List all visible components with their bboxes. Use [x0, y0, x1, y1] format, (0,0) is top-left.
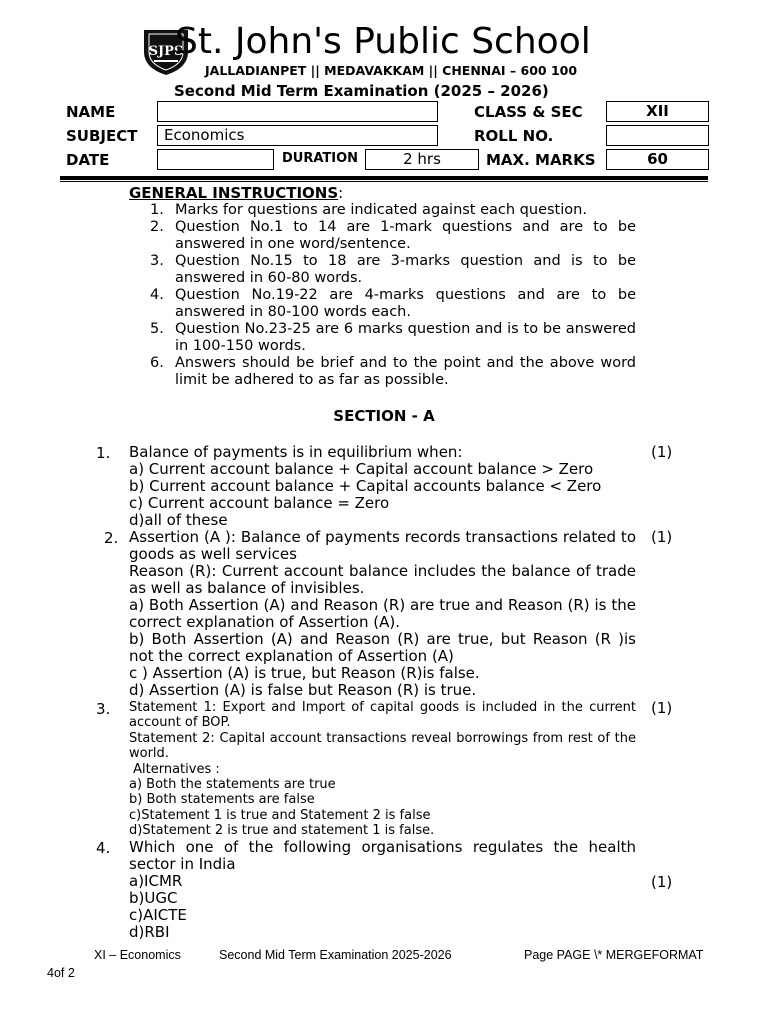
school-address: JALLADIANPET || MEDAVAKKAM || CHENNAI – 600 100: [205, 63, 578, 78]
school-name: St. John's Public School: [175, 21, 591, 62]
instructions-list: [150, 202, 636, 389]
subject-field[interactable]: Economics: [157, 125, 438, 146]
question-line: a) Current account balance + Capital account balance > Zero: [129, 460, 594, 478]
question-line: Statement 2: Capital account transactions reveal borrowings from rest of the world.: [129, 730, 636, 762]
svg-text:SJPS: SJPS: [148, 44, 184, 59]
roll-no-label: ROLL NO.: [474, 127, 554, 145]
question-line: b) Both statements are false: [129, 792, 315, 808]
date-label: DATE: [66, 151, 110, 169]
class-sec-field[interactable]: XII: [606, 101, 709, 122]
exam-title: Second Mid Term Examination (2025 – 2026): [174, 82, 549, 100]
question-line: b) Current account balance + Capital accounts balance < Zero: [129, 477, 602, 495]
question-text: Balance of payments is in equilibrium when:: [129, 443, 463, 461]
instruction-number: 5.: [150, 321, 164, 337]
instruction-item: [150, 253, 636, 287]
date-field[interactable]: [157, 149, 274, 170]
footer-page-number: 4of 2: [47, 966, 75, 980]
question-line: a)ICMR: [129, 872, 183, 890]
question-text: Assertion (A ): Balance of payments records transactions related to goods as well services: [129, 528, 636, 563]
header-divider-thin: [60, 181, 708, 182]
question-line: Reason (R): Current account balance includes the balance of trade as well as balance of invisibles.: [129, 562, 636, 597]
instruction-number: 1.: [150, 202, 164, 218]
instruction-item: [150, 219, 636, 253]
instruction-item: [150, 202, 636, 219]
question-number: 3.: [96, 700, 111, 718]
section-title: SECTION - A: [333, 407, 435, 425]
question-1: [129, 444, 636, 529]
question-marks: (1): [651, 528, 673, 546]
instruction-text: Question No.1 to 14 are 1-mark questions and are to be answered in one word/sentence.: [175, 219, 636, 252]
footer-exam: Second Mid Term Examination 2025-2026: [219, 948, 452, 962]
instruction-item: [150, 287, 636, 321]
max-marks-field[interactable]: 60: [606, 149, 709, 170]
question-number: 1.: [96, 444, 111, 462]
question-line: a) Both the statements are true: [129, 777, 336, 793]
question-line: Alternatives :: [129, 761, 220, 777]
instructions-heading: GENERAL INSTRUCTIONS:: [129, 184, 344, 202]
subject-label: SUBJECT: [66, 127, 138, 145]
question-text: Which one of the following organisations regulates the health sector in India: [129, 838, 636, 873]
duration-label: DURATION: [282, 151, 359, 166]
question-2: [129, 529, 636, 699]
question-marks: (1): [651, 873, 673, 891]
question-number: 4.: [96, 839, 111, 857]
question-text: Statement 1: Export and Import of capital goods is included in the current account of BOP.: [129, 700, 636, 731]
instruction-number: 2.: [150, 219, 164, 235]
question-line: d)all of these: [129, 511, 228, 529]
instruction-text: Question No.19-22 are 4-marks questions and are to be answered in 80-100 words each.: [175, 287, 636, 320]
footer-page-field: Page PAGE \* MERGEFORMAT: [524, 948, 704, 962]
question-line: d)Statement 2 is true and statement 1 is false.: [129, 823, 435, 839]
instruction-text: Answers should be brief and to the point and the above word limit be adhered to as far as possible.: [175, 355, 636, 388]
question-3: [129, 700, 636, 839]
question-line: c ) Assertion (A) is true, but Reason (R)is false.: [129, 664, 480, 682]
question-marks: (1): [651, 443, 673, 461]
question-marks: (1): [651, 699, 673, 717]
question-line: b) Both Assertion (A) and Reason (R) are true, but Reason (R )is not the correct explanation of Assertion (A): [129, 630, 636, 665]
question-4: [129, 839, 636, 941]
instruction-item: [150, 355, 636, 389]
question-line: c)Statement 1 is true and Statement 2 is false: [129, 807, 431, 823]
question-line: a) Both Assertion (A) and Reason (R) are true and Reason (R) is the correct explanation of Assertion (A).: [129, 596, 636, 631]
name-field[interactable]: [157, 101, 438, 122]
instruction-item: [150, 321, 636, 355]
question-number: 2.: [104, 529, 119, 547]
duration-field[interactable]: 2 hrs: [365, 149, 479, 170]
max-marks-label: MAX. MARKS: [486, 151, 596, 169]
roll-no-field[interactable]: [606, 125, 709, 146]
question-line: d)RBI: [129, 923, 170, 941]
instruction-text: Question No.23-25 are 6 marks question and is to be answered in 100-150 words.: [175, 321, 636, 354]
question-line: d) Assertion (A) is false but Reason (R) is true.: [129, 681, 477, 699]
footer-subject: XI – Economics: [94, 948, 181, 962]
class-sec-label: CLASS & SEC: [474, 103, 583, 121]
instruction-number: 4.: [150, 287, 164, 303]
instruction-number: 6.: [150, 355, 164, 371]
question-line: c)AICTE: [129, 906, 187, 924]
question-line: b)UGC: [129, 889, 178, 907]
instruction-text: Marks for questions are indicated against each question.: [175, 202, 587, 218]
header-divider: [60, 176, 708, 180]
name-label: NAME: [66, 103, 116, 121]
instruction-number: 3.: [150, 253, 164, 269]
question-line: c) Current account balance = Zero: [129, 494, 390, 512]
instruction-text: Question No.15 to 18 are 3-marks question and is to be answered in 60-80 words.: [175, 253, 636, 286]
